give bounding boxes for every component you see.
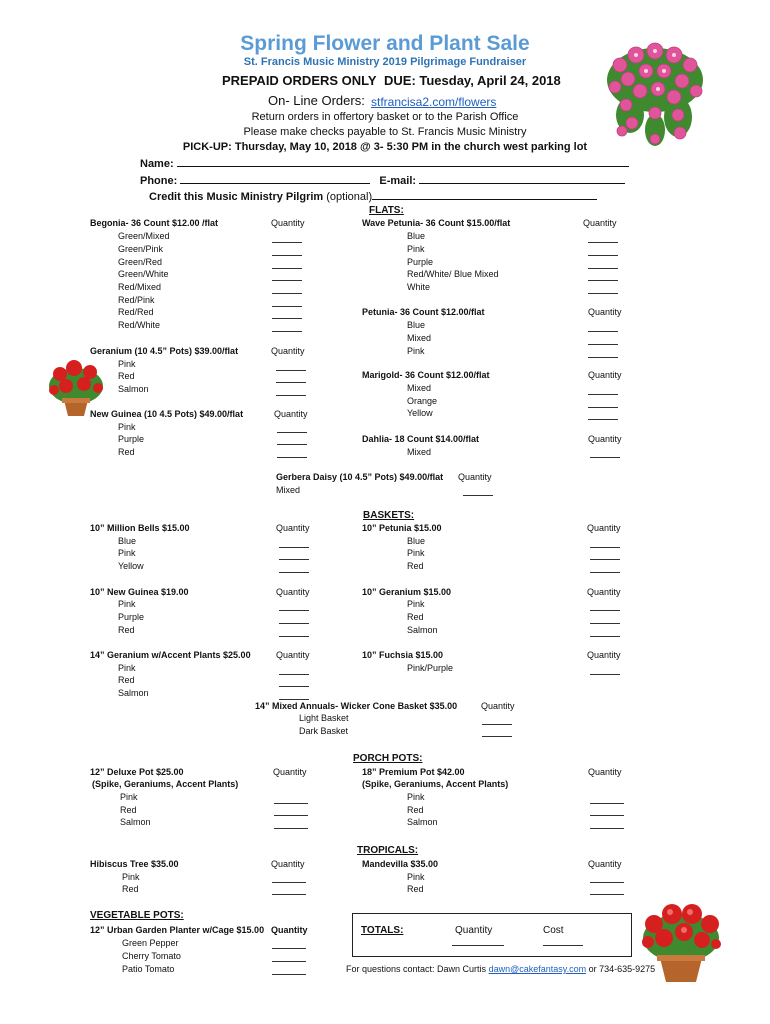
option-label: Red xyxy=(120,805,137,815)
online-orders-label: On- Line Orders: xyxy=(268,93,365,108)
email-label: E-mail: xyxy=(379,175,417,187)
pickup-info: PICK-UP: Thursday, May 10, 2018 @ 3- 5:30 PM in the church west parking lot xyxy=(182,141,588,153)
subtitle: St. Francis Music Ministry 2019 Pilgrimage Fundraiser xyxy=(243,56,527,68)
option-label: Red/White/ Blue Mixed xyxy=(407,269,499,279)
dahlia-title: Dahlia- 18 Count $14.00/flat xyxy=(362,434,480,444)
new-guinea-basket-title: 10” New Guinea $19.00 xyxy=(90,587,189,597)
totals-quantity-label: Quantity xyxy=(455,925,493,936)
total-quantity-field[interactable] xyxy=(452,945,504,946)
quantity-field[interactable] xyxy=(276,382,306,383)
check-instructions: Please make checks payable to St. Francis Music Ministry xyxy=(243,126,527,138)
premium-pot-detail: (Spike, Geraniums, Accent Plants) xyxy=(362,779,509,789)
quantity-field[interactable] xyxy=(272,306,302,307)
option-label: Blue xyxy=(407,320,426,330)
quantity-header: Quantity xyxy=(588,767,622,777)
option-label: Dark Basket xyxy=(299,726,349,736)
due-date: DUE: Tuesday, April 24, 2018 xyxy=(384,73,561,88)
quantity-field[interactable] xyxy=(272,331,302,332)
option-label: Salmon xyxy=(118,688,149,698)
quantity-field[interactable] xyxy=(588,419,618,420)
totals-cost-label: Cost xyxy=(543,925,564,936)
option-label: Blue xyxy=(407,231,426,241)
option-label: Pink xyxy=(407,548,425,558)
quantity-header: Quantity xyxy=(273,767,307,777)
return-instructions: Return orders in offertory basket or to the Parish Office xyxy=(251,111,519,123)
quantity-field[interactable] xyxy=(272,242,302,243)
quantity-field[interactable] xyxy=(272,318,302,319)
option-label: Red xyxy=(407,561,424,571)
quantity-field[interactable] xyxy=(590,882,624,883)
quantity-field[interactable] xyxy=(277,432,307,433)
deluxe-pot-title: 12” Deluxe Pot $25.00 xyxy=(90,767,184,777)
quantity-field[interactable] xyxy=(590,636,620,637)
option-label: Patio Tomato xyxy=(122,964,175,974)
option-label: Yellow xyxy=(118,561,144,571)
quantity-field[interactable] xyxy=(279,547,309,548)
marigold-title: Marigold- 36 Count $12.00/flat xyxy=(362,370,490,380)
quantity-header: Quantity xyxy=(481,701,515,711)
geranium-flat-title: Geranium (10 4.5” Pots) $39.00/flat xyxy=(90,346,239,356)
credit-label: Credit this Music Ministry Pilgrim xyxy=(149,191,324,203)
page-title: Spring Flower and Plant Sale xyxy=(240,32,530,55)
option-label: Pink xyxy=(118,548,136,558)
option-label: Red/Red xyxy=(118,307,154,317)
option-label: Red xyxy=(407,884,424,894)
option-label: Orange xyxy=(407,396,438,406)
phone-field[interactable] xyxy=(180,173,370,184)
quantity-field[interactable] xyxy=(588,331,618,332)
petunia-basket-title: 10” Petunia $15.00 xyxy=(362,523,442,533)
contact-line xyxy=(346,964,655,974)
option-label: Light Basket xyxy=(299,713,349,723)
option-label: Mixed xyxy=(276,485,301,495)
geranium-basket-title: 10” Geranium $15.00 xyxy=(362,587,452,597)
option-label: Cherry Tomato xyxy=(122,951,181,961)
quantity-header: Quantity xyxy=(271,925,308,935)
quantity-field[interactable] xyxy=(590,457,620,458)
totals-label: TOTALS: xyxy=(361,925,404,936)
quantity-header: Quantity xyxy=(588,370,622,380)
option-label: Green Pepper xyxy=(122,938,179,948)
option-label: Green/Pink xyxy=(118,244,164,254)
option-label: Red xyxy=(118,447,135,457)
quantity-field[interactable] xyxy=(272,293,302,294)
quantity-field[interactable] xyxy=(588,344,618,345)
quantity-field[interactable] xyxy=(272,894,306,895)
geranium-planter-image xyxy=(640,900,722,984)
quantity-field[interactable] xyxy=(588,268,618,269)
option-label: Mixed xyxy=(407,383,432,393)
quantity-field[interactable] xyxy=(482,736,512,737)
option-label: Red xyxy=(407,805,424,815)
option-label: Red/White xyxy=(118,320,161,330)
option-label: Blue xyxy=(407,536,426,546)
option-label: Pink/Purple xyxy=(407,663,454,673)
option-label: Salmon xyxy=(407,625,438,635)
option-label: Red/Mixed xyxy=(118,282,162,292)
begonia-title: Begonia- 36 Count $12.00 /flat xyxy=(90,218,219,228)
quantity-field[interactable] xyxy=(272,974,306,975)
quantity-field[interactable] xyxy=(588,357,618,358)
option-label: Salmon xyxy=(407,817,438,827)
quantity-header: Quantity xyxy=(587,587,621,597)
quantity-field[interactable] xyxy=(279,636,309,637)
quantity-field[interactable] xyxy=(590,623,620,624)
option-label: Purple xyxy=(407,257,434,267)
porch-pots-heading: PORCH POTS: xyxy=(353,753,423,764)
quantity-header: Quantity xyxy=(587,523,621,533)
option-label: Red/Pink xyxy=(118,295,155,305)
option-label: Green/Red xyxy=(118,257,163,267)
quantity-header: Quantity xyxy=(588,434,622,444)
fuchsia-basket-title: 10” Fuchsia $15.00 xyxy=(362,650,444,660)
million-bells-title: 10” Million Bells $15.00 xyxy=(90,523,190,533)
option-label: Green/White xyxy=(118,269,169,279)
geranium-accent-basket-title: 14” Geranium w/Accent Plants $25.00 xyxy=(90,650,251,660)
quantity-field[interactable] xyxy=(588,255,618,256)
option-label: Purple xyxy=(118,434,145,444)
quantity-field[interactable] xyxy=(588,280,618,281)
quantity-header: Quantity xyxy=(271,346,305,356)
option-label: Mixed xyxy=(407,333,432,343)
option-label: Red xyxy=(122,884,139,894)
quantity-field[interactable] xyxy=(272,280,302,281)
quantity-field[interactable] xyxy=(588,293,618,294)
quantity-field[interactable] xyxy=(277,457,307,458)
option-label: Red xyxy=(407,612,424,622)
quantity-field[interactable] xyxy=(463,495,493,496)
quantity-field[interactable] xyxy=(279,610,309,611)
quantity-field[interactable] xyxy=(588,407,618,408)
quantity-field[interactable] xyxy=(272,948,306,949)
quantity-header: Quantity xyxy=(276,650,310,660)
quantity-field[interactable] xyxy=(274,828,308,829)
quantity-header: Quantity xyxy=(458,472,492,482)
option-label: Mixed xyxy=(407,447,432,457)
quantity-field[interactable] xyxy=(274,803,308,804)
flats-heading: FLATS: xyxy=(369,205,404,216)
quantity-header: Quantity xyxy=(587,650,621,660)
option-label: Salmon xyxy=(120,817,151,827)
phone-label: Phone: xyxy=(140,175,178,187)
quantity-field[interactable] xyxy=(590,547,620,548)
contact-phone: or 734-635-9275 xyxy=(588,964,656,974)
quantity-field[interactable] xyxy=(590,803,624,804)
quantity-field[interactable] xyxy=(274,815,308,816)
quantity-field[interactable] xyxy=(279,674,309,675)
option-label: Pink xyxy=(118,663,136,673)
option-label: Pink xyxy=(118,599,136,609)
quantity-header: Quantity xyxy=(588,307,622,317)
new-guinea-flat-title: New Guinea (10 4.5 Pots) $49.00/flat xyxy=(90,409,244,419)
prepaid-notice: PREPAID ORDERS ONLY xyxy=(222,73,377,88)
email-field[interactable] xyxy=(419,173,625,184)
petunia-flat-title: Petunia- 36 Count $12.00/flat xyxy=(362,307,485,317)
quantity-field[interactable] xyxy=(590,828,624,829)
deluxe-pot-detail: (Spike, Geraniums, Accent Plants) xyxy=(92,779,239,789)
option-label: Yellow xyxy=(407,408,433,418)
option-label: Pink xyxy=(118,359,136,369)
quantity-header: Quantity xyxy=(276,587,310,597)
online-orders-link[interactable]: stfrancisa2.com/flowers xyxy=(371,95,497,109)
mandevilla-title: Mandevilla $35.00 xyxy=(362,859,439,869)
quantity-header: Quantity xyxy=(276,523,310,533)
quantity-field[interactable] xyxy=(588,394,618,395)
quantity-field[interactable] xyxy=(279,559,309,560)
credit-row xyxy=(149,189,597,203)
quantity-header: Quantity xyxy=(271,218,305,228)
option-label: Blue xyxy=(118,536,137,546)
option-label: Pink xyxy=(120,792,138,802)
quantity-field[interactable] xyxy=(272,268,302,269)
option-label: Pink xyxy=(407,792,425,802)
quantity-field[interactable] xyxy=(590,610,620,611)
total-cost-field[interactable] xyxy=(543,945,583,946)
phone-row xyxy=(140,173,625,187)
option-label: White xyxy=(407,282,431,292)
quantity-field[interactable] xyxy=(276,395,306,396)
quantity-header: Quantity xyxy=(588,859,622,869)
option-label: Pink xyxy=(407,599,425,609)
option-label: Pink xyxy=(118,422,136,432)
option-label: Red xyxy=(118,371,135,381)
quantity-field[interactable] xyxy=(279,686,309,687)
option-label: Pink xyxy=(407,346,425,356)
quantity-field[interactable] xyxy=(590,815,624,816)
premium-pot-title: 18” Premium Pot $42.00 xyxy=(362,767,465,777)
option-label: Purple xyxy=(118,612,145,622)
quantity-field[interactable] xyxy=(590,894,624,895)
tropicals-heading: TROPICALS: xyxy=(357,845,419,856)
quantity-field[interactable] xyxy=(277,444,307,445)
quantity-field[interactable] xyxy=(272,961,306,962)
quantity-field[interactable] xyxy=(279,623,309,624)
gerbera-title: Gerbera Daisy (10 4.5” Pots) $49.00/flat xyxy=(276,472,444,482)
quantity-field[interactable] xyxy=(482,724,512,725)
option-label: Salmon xyxy=(118,384,149,394)
quantity-field[interactable] xyxy=(272,255,302,256)
name-field[interactable] xyxy=(177,156,629,167)
option-label: Pink xyxy=(407,244,425,254)
option-label: Pink xyxy=(122,872,140,882)
urban-garden-title: 12” Urban Garden Planter w/Cage $15.00 xyxy=(90,925,265,935)
option-label: Green/Mixed xyxy=(118,231,170,241)
hibiscus-title: Hibiscus Tree $35.00 xyxy=(90,859,179,869)
contact-email-link[interactable]: dawn@cakefantasy.com xyxy=(488,964,587,974)
quantity-field[interactable] xyxy=(279,572,309,573)
quantity-field[interactable] xyxy=(276,370,306,371)
petunia-basket-image xyxy=(600,35,710,150)
option-label: Pink xyxy=(407,872,425,882)
quantity-header: Quantity xyxy=(271,859,305,869)
quantity-field[interactable] xyxy=(272,882,306,883)
vegetable-pots-heading: VEGETABLE POTS: xyxy=(90,910,184,921)
name-row xyxy=(140,156,629,170)
name-label: Name: xyxy=(140,158,174,170)
wave-petunia-title: Wave Petunia- 36 Count $15.00/flat xyxy=(362,218,511,228)
credit-field[interactable] xyxy=(372,189,597,200)
option-label: Red xyxy=(118,675,135,685)
quantity-header: Quantity xyxy=(583,218,617,228)
contact-text: For questions contact: Dawn Curtis xyxy=(346,964,487,974)
option-label: Red xyxy=(118,625,135,635)
quantity-field[interactable] xyxy=(279,699,309,700)
quantity-field[interactable] xyxy=(590,572,620,573)
wicker-basket-title: 14” Mixed Annuals- Wicker Cone Basket $35.00 xyxy=(255,701,458,711)
baskets-heading: BASKETS: xyxy=(363,510,415,521)
quantity-field[interactable] xyxy=(590,674,620,675)
quantity-field[interactable] xyxy=(588,242,618,243)
credit-optional: (optional) xyxy=(326,191,373,203)
quantity-field[interactable] xyxy=(590,559,620,560)
quantity-header: Quantity xyxy=(274,409,308,419)
